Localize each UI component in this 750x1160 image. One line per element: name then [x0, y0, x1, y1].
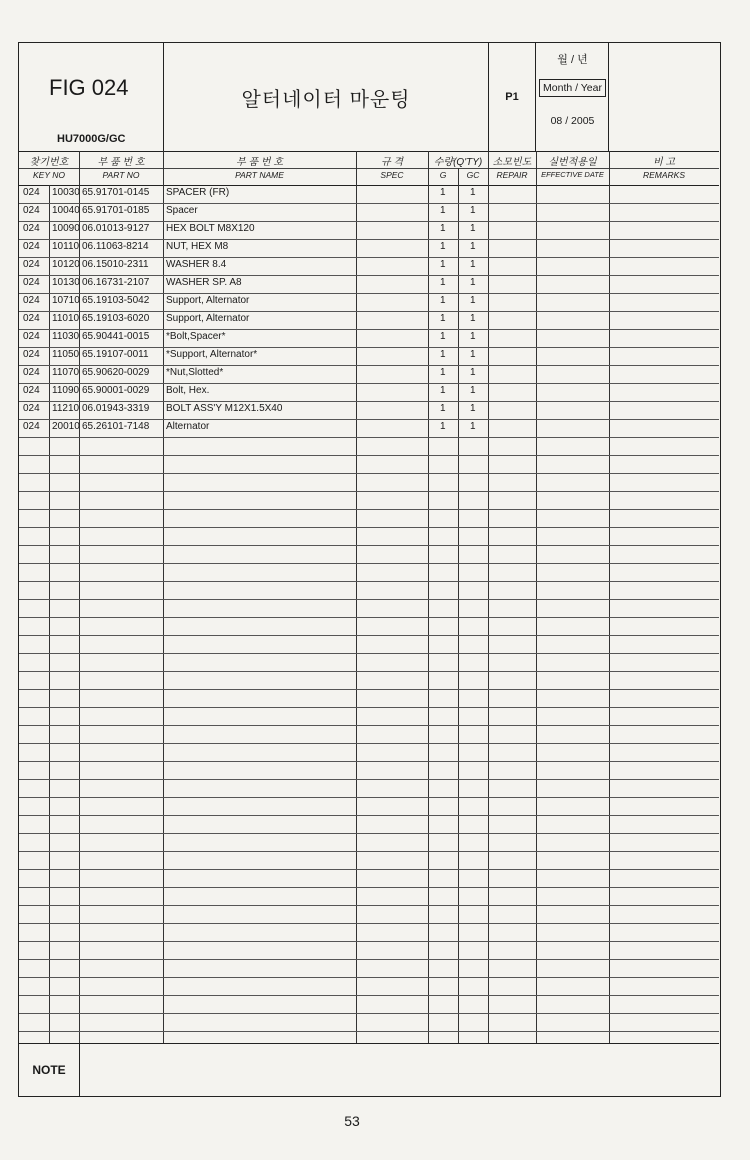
cell-g: 1 — [440, 403, 446, 414]
cell-fig: 024 — [23, 259, 40, 270]
cell-gc: 1 — [470, 241, 476, 252]
grid-row-line — [19, 905, 719, 906]
cell-part-no: 65.91701-0185 — [82, 205, 150, 216]
cell-g: 1 — [440, 331, 446, 342]
table-row — [19, 203, 719, 221]
table-row — [19, 347, 719, 365]
cell-name: *Bolt,Spacer* — [166, 331, 226, 342]
cell-key: 11050 — [52, 349, 80, 360]
cell-part-no: 06.15010-2311 — [82, 259, 149, 270]
grid-row-line — [19, 491, 719, 492]
cell-part-no: 65.90441-0015 — [82, 331, 150, 342]
page-number: 53 — [344, 1113, 360, 1129]
grid-row-line — [19, 923, 719, 924]
col-repair: 소모빈도 REPAIR — [492, 157, 532, 180]
cell-part-no: 65.90001-0029 — [82, 385, 150, 396]
figure-number: FIG 024 — [49, 75, 129, 100]
grid-row-line — [19, 779, 719, 780]
cell-gc: 1 — [470, 313, 476, 324]
cell-key: 11090 — [52, 385, 80, 396]
cell-name: Bolt, Hex. — [166, 385, 210, 396]
grid-row-line — [19, 455, 719, 456]
cell-gc: 1 — [470, 205, 476, 216]
cell-fig: 024 — [23, 223, 40, 234]
grid-row-line — [19, 437, 719, 438]
cell-g: 1 — [440, 367, 446, 378]
cell-key: 11210 — [52, 403, 80, 414]
date-label-kr: 월 / 년 — [557, 54, 588, 66]
cell-g: 1 — [440, 295, 446, 306]
cell-fig: 024 — [23, 421, 40, 432]
grid-row-line — [19, 995, 719, 996]
grid-row-line — [19, 869, 719, 870]
cell-gc: 1 — [470, 223, 476, 234]
grid-row-line — [19, 527, 719, 528]
cell-key: 11070 — [52, 367, 80, 378]
cell-gc: 1 — [470, 403, 476, 414]
grid-row-line — [19, 653, 719, 654]
grid-row-line — [19, 671, 719, 672]
cell-name: Support, Alternator — [166, 313, 250, 324]
cell-name: Spacer — [166, 205, 198, 216]
cell-key: 10040 — [52, 205, 80, 216]
cell-key: 10710 — [52, 295, 80, 306]
cell-part-no: 06.16731-2107 — [82, 277, 150, 288]
parts-list-sheet — [18, 42, 721, 1097]
cell-part-no: 65.19103-5042 — [82, 295, 150, 306]
cell-key: 11030 — [52, 331, 80, 342]
table-row — [19, 257, 719, 275]
grid-row-line — [19, 617, 719, 618]
page-title: 알터네이터 마운팅 — [164, 43, 489, 151]
cell-name: Support, Alternator — [166, 295, 250, 306]
date-value: 08 / 2005 — [550, 115, 595, 127]
cell-g: 1 — [440, 313, 446, 324]
cell-gc: 1 — [470, 385, 476, 396]
column-header-row — [19, 151, 719, 186]
cell-fig: 024 — [23, 349, 40, 360]
machine-image-cell — [609, 43, 719, 151]
grid-row-line — [19, 599, 719, 600]
date-cell — [536, 43, 609, 151]
table-row — [19, 383, 719, 401]
cell-name: *Nut,Slotted* — [166, 367, 224, 378]
table-row — [19, 293, 719, 311]
cell-fig: 024 — [23, 187, 40, 198]
cell-fig: 024 — [23, 367, 40, 378]
cell-name: WASHER SP. A8 — [166, 277, 242, 288]
cell-gc: 1 — [470, 295, 476, 306]
grid-row-line — [19, 761, 719, 762]
note-section — [19, 1043, 719, 1096]
table-row — [19, 239, 719, 257]
cell-part-no: 06.11063-8214 — [82, 241, 149, 252]
cell-fig: 024 — [23, 241, 40, 252]
grid-row-line — [19, 545, 719, 546]
cell-g: 1 — [440, 421, 446, 432]
cell-part-no: 65.91701-0145 — [82, 187, 150, 198]
cell-gc: 1 — [470, 367, 476, 378]
grid-row-line — [19, 635, 719, 636]
table-row — [19, 419, 719, 437]
cell-key: 20010 — [52, 421, 80, 432]
cell-part-no: 65.19107-0011 — [82, 349, 149, 360]
cell-g: 1 — [440, 223, 446, 234]
grid-row-line — [19, 815, 719, 816]
grid-row-line — [19, 743, 719, 744]
cell-part-no: 06.01013-9127 — [82, 223, 150, 234]
grid-row-line — [19, 941, 719, 942]
cell-fig: 024 — [23, 331, 40, 342]
grid-row-line — [19, 797, 719, 798]
cell-name: HEX BOLT M8X120 — [166, 223, 255, 234]
cell-part-no: 65.26101-7148 — [82, 421, 150, 432]
col-effective-date: 실번적용일 EFFECTIVE DATE — [541, 157, 604, 179]
cell-part-no: 06.01943-3319 — [82, 403, 150, 414]
figure-cell — [19, 43, 164, 151]
cell-gc: 1 — [470, 259, 476, 270]
cell-part-no: 65.19103-6020 — [82, 313, 150, 324]
cell-g: 1 — [440, 205, 446, 216]
table-row — [19, 311, 719, 329]
note-label: NOTE — [19, 1044, 80, 1096]
cell-key: 10030 — [52, 187, 80, 198]
cell-gc: 1 — [470, 187, 476, 198]
grid-row-line — [19, 581, 719, 582]
grid-row-line — [19, 563, 719, 564]
cell-g: 1 — [440, 385, 446, 396]
col-qty: 수량(Q'TY) G GC — [433, 157, 483, 180]
cell-g: 1 — [440, 187, 446, 198]
table-row — [19, 221, 719, 239]
cell-g: 1 — [440, 349, 446, 360]
table-row — [19, 365, 719, 383]
page-code: P1 — [489, 43, 536, 151]
cell-name: SPACER (FR) — [166, 187, 230, 198]
cell-key: 10130 — [52, 277, 80, 288]
col-part-name: 부 품 번 호 PART NAME — [235, 157, 284, 180]
grid-row-line — [19, 725, 719, 726]
cell-name: BOLT ASS'Y M12X1.5X40 — [166, 403, 283, 414]
cell-key: 10120 — [52, 259, 80, 270]
grid-row-line — [19, 977, 719, 978]
grid-row-line — [19, 509, 719, 510]
table-row — [19, 185, 719, 203]
cell-fig: 024 — [23, 205, 40, 216]
cell-key: 10110 — [52, 241, 80, 252]
cell-g: 1 — [440, 241, 446, 252]
model-name: HU7000G/GC — [57, 133, 126, 145]
cell-g: 1 — [440, 259, 446, 270]
cell-name: *Support, Alternator* — [166, 349, 258, 360]
table-row — [19, 275, 719, 293]
date-label-en: Month / Year — [539, 79, 606, 97]
cell-fig: 024 — [23, 313, 40, 324]
col-spec: 규 격 SPEC — [380, 157, 404, 180]
cell-key: 10090 — [52, 223, 80, 234]
col-part-no: 부 품 번 호 PART NO — [97, 157, 145, 180]
cell-gc: 1 — [470, 349, 476, 360]
grid-row-line — [19, 707, 719, 708]
cell-g: 1 — [440, 277, 446, 288]
table-row — [19, 401, 719, 419]
grid-row-line — [19, 1031, 719, 1032]
cell-fig: 024 — [23, 295, 40, 306]
cell-name: NUT, HEX M8 — [166, 241, 229, 252]
cell-gc: 1 — [470, 331, 476, 342]
header-block — [19, 43, 719, 152]
grid-row-line — [19, 887, 719, 888]
cell-fig: 024 — [23, 385, 40, 396]
cell-part-no: 65.90620-0029 — [82, 367, 150, 378]
cell-gc: 1 — [470, 421, 476, 432]
grid-row-line — [19, 1013, 719, 1014]
grid-row-line — [19, 689, 719, 690]
grid-row-line — [19, 959, 719, 960]
grid-row-line — [19, 851, 719, 852]
cell-name: WASHER 8.4 — [166, 259, 227, 270]
grid-row-line — [19, 473, 719, 474]
cell-fig: 024 — [23, 277, 40, 288]
cell-name: Alternator — [166, 421, 210, 432]
cell-fig: 024 — [23, 403, 40, 414]
grid-row-line — [19, 833, 719, 834]
cell-key: 11010 — [52, 313, 80, 324]
col-remarks: 비 고 REMARKS — [642, 157, 686, 180]
cell-gc: 1 — [470, 277, 476, 288]
table-row — [19, 329, 719, 347]
col-key: 찾기번호 KEY NO — [29, 157, 69, 180]
